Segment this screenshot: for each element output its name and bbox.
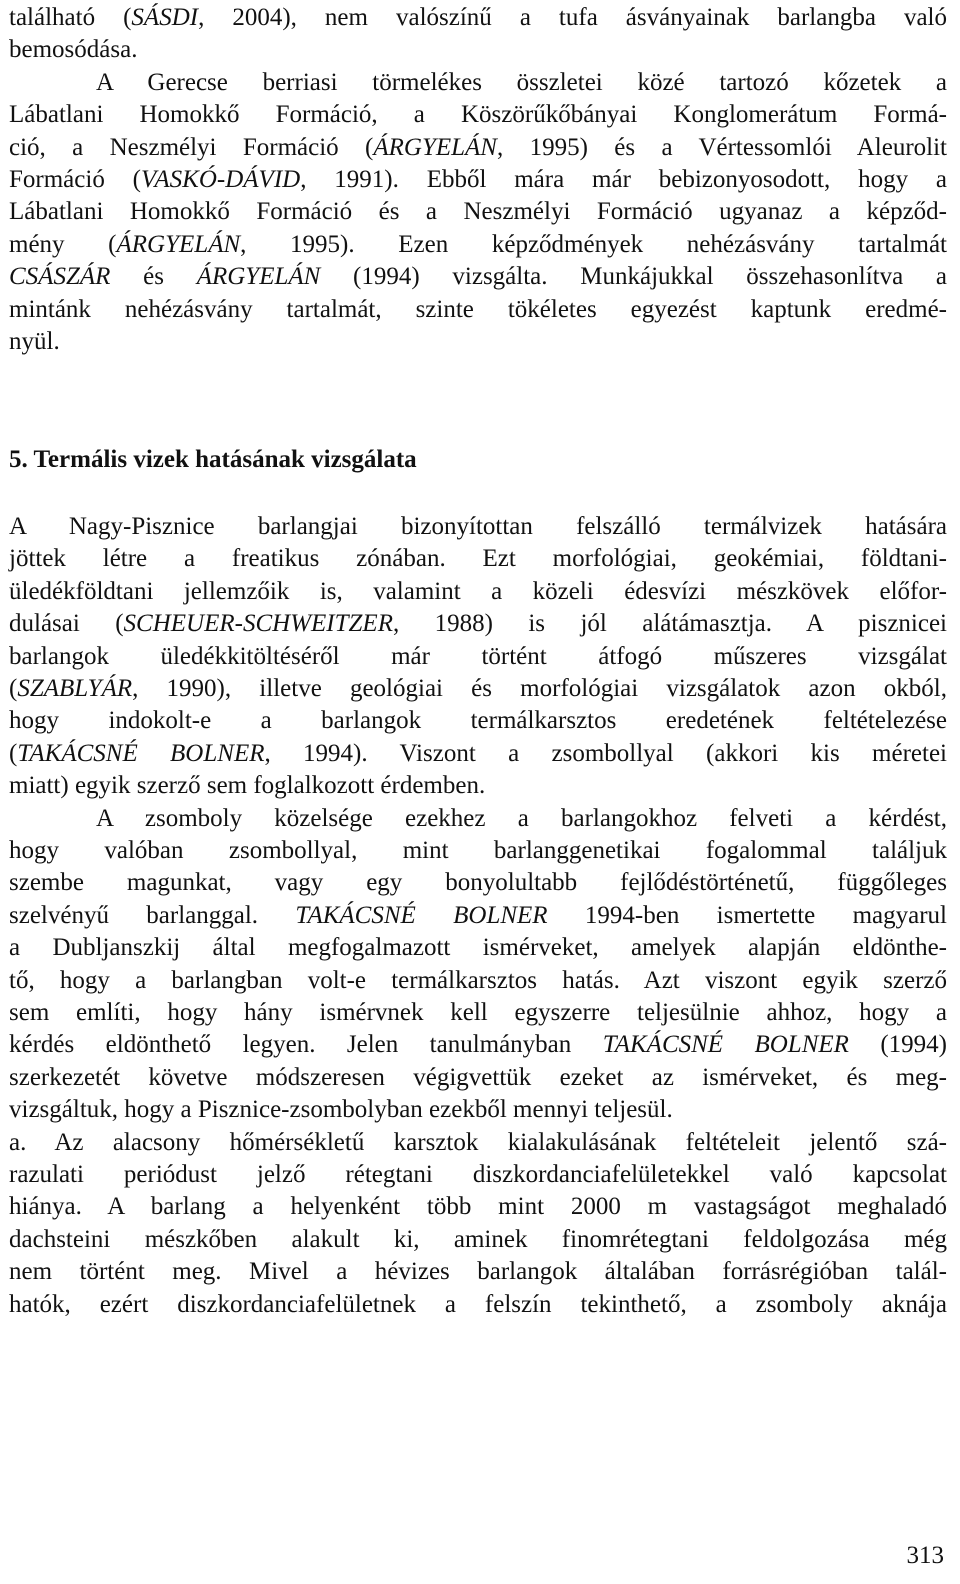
text-line	[9, 1256, 947, 1288]
text-run: Lábatlani Homokkő Formáció és a Neszmélyi Formáció ugyanaz a képződ-	[9, 198, 947, 226]
citation-author: CSÁSZÁR	[9, 263, 111, 291]
text-run: mintánk nehézásvány tartalmát, szinte tökéletes egyezést kaptunk eredmé-	[9, 295, 947, 323]
text-line	[9, 738, 947, 770]
text-run: miatt) egyik szerző sem foglalkozott érdemben.	[9, 772, 486, 800]
text-run: , 1995). Ezen képződmények nehézásvány tartalmát	[240, 230, 948, 258]
citation-author: TAKÁCSNÉ BOLNER	[17, 739, 265, 767]
text-line	[9, 34, 947, 66]
text-run: a. Az alacsony hőmérsékletű karsztok kialakulásának feltételeit jelentő szá-	[9, 1128, 947, 1156]
text-run: bemosódása.	[9, 36, 138, 64]
text-run: található (	[9, 4, 132, 31]
text-run: sem említi, hogy hány ismérvnek kell egyszerre teljesülnie ahhoz, hogy a	[9, 999, 947, 1026]
text-line	[9, 2, 947, 34]
text-line	[9, 261, 947, 293]
text-run: (	[9, 675, 18, 702]
text-run: razulati periódust jelző rétegtani diszkordanciafelületekkel való kapcsolat	[9, 1161, 947, 1188]
text-run: Lábatlani Homokkő Formáció, a Köszörűkőbányai Konglomerátum Formá-	[9, 101, 947, 129]
text-line	[96, 67, 947, 99]
text-line	[9, 1289, 947, 1321]
text-run: hiánya. A barlang a helyenként több mint 2000 m vastagságot meghaladó	[9, 1193, 947, 1221]
text-run: hatók, ezért diszkordanciafelületnek a felszín tekinthető, a zsomboly aknája	[9, 1290, 947, 1318]
text-line	[9, 835, 947, 867]
text-run: ció, a Neszmélyi Formáció (	[9, 133, 374, 161]
text-line	[9, 770, 947, 802]
text-run: jöttek létre a freatikus zónában. Ezt morfológiai, geokémiai, földtani-	[9, 545, 947, 573]
citation-author: SÁSDI	[131, 4, 199, 31]
text-line	[9, 867, 947, 899]
text-run: , 1988) is jól alátámasztja. A pisznicei	[392, 610, 947, 638]
citation-author: ÁRGYELÁN	[116, 230, 241, 258]
text-run: vizsgáltuk, hogy a Pisznice-zsombolyban ezekből mennyi teljesül.	[9, 1096, 673, 1124]
text-run: A zsomboly közelsége ezekhez a barlangokhoz felveti a kérdést,	[96, 804, 947, 832]
citation-author: ÁRGYELÁN	[373, 133, 497, 161]
text-run: szelvényű barlanggal.	[9, 901, 296, 929]
text-line	[9, 965, 947, 997]
citation-author: TAKÁCSNÉ BOLNER	[295, 901, 548, 929]
text-run: , 1991). Ebből mára már bebizonyosodott, hogy a	[300, 166, 948, 193]
text-run: hogy indokolt-e a barlangok termálkarsztos eredetének feltételezése	[9, 707, 947, 735]
text-run: (1994) vizsgálta. Munkájukkal összehasonlítva a	[320, 263, 948, 291]
text-line	[9, 294, 947, 326]
text-run: és	[110, 263, 197, 291]
text-run: a Dubljanszkij által megfogalmazott ismérveket, amelyek alapján eldönthe-	[9, 934, 947, 962]
text-run: Formáció (	[9, 166, 141, 193]
text-line	[9, 608, 947, 640]
text-run: hogy valóban zsombollyal, mint barlanggenetikai fogalommal találjuk	[9, 837, 947, 864]
text-run: A Gerecse berriasi törmelékes összletei közé tartozó kőzetek a	[96, 68, 947, 96]
citation-author: ÁRGYELÁN	[196, 263, 321, 291]
text-run: üledékföldtani jellemzőik is, valamint a közeli édesvízi mészkövek előfor-	[9, 577, 947, 605]
text-run: kérdés eldönthető legyen. Jelen tanulmányban	[9, 1031, 603, 1059]
section-heading: 5. Termális vizek hatásának vizsgálata	[9, 446, 417, 473]
text-line	[9, 1029, 947, 1061]
text-run: dachsteini mészkőben alakult ki, aminek finomrétegtani feldolgozása még	[9, 1225, 947, 1253]
text-line	[9, 164, 947, 196]
text-line	[9, 132, 947, 164]
text-line	[9, 1224, 947, 1256]
text-line	[9, 705, 947, 737]
page-number: 313	[906, 1542, 944, 1569]
text-line	[9, 1094, 947, 1126]
citation-author: SZABLYÁR	[17, 675, 133, 702]
text-line	[9, 326, 947, 358]
text-line	[9, 900, 947, 932]
text-run: szembe magunkat, vagy egy bonyolultabb fejlődéstörténetű, függőleges	[9, 869, 947, 897]
text-line	[96, 803, 947, 835]
text-line	[9, 229, 947, 261]
text-run: nyül.	[9, 328, 60, 355]
text-line	[9, 1062, 947, 1094]
text-line	[9, 1159, 947, 1191]
text-line	[9, 543, 947, 575]
text-run: , 1995) és a Vértessomlói Aleurolit	[496, 133, 947, 161]
text-line	[9, 1191, 947, 1223]
text-run: , 2004), nem valószínű a tufa ásványainak barlangba való	[198, 4, 947, 31]
text-run: (1994)	[848, 1031, 947, 1059]
citation-author: VASKÓ-DÁVID	[140, 166, 301, 193]
text-line	[9, 641, 947, 673]
text-run: nem történt meg. Mivel a hévizes barlangok általában forrásrégióban talál-	[9, 1258, 947, 1286]
text-line	[9, 673, 947, 705]
text-run: szerkezetét követve módszeresen végigvettük ezeket az ismérveket, és meg-	[9, 1063, 947, 1091]
text-line	[9, 196, 947, 228]
text-line	[9, 997, 947, 1029]
text-line	[9, 932, 947, 964]
text-run: dulásai (	[9, 610, 124, 638]
text-run: 1994-ben ismertette magyarul	[547, 901, 947, 929]
text-line	[9, 99, 947, 131]
text-run: mény (	[9, 230, 117, 258]
citation-author: SCHEUER-SCHWEITZER	[123, 610, 393, 638]
text-line	[9, 576, 947, 608]
text-run: (	[9, 739, 18, 767]
text-run: A Nagy-Pisznice barlangjai bizonyítottan felszálló termálvizek hatására	[9, 513, 947, 540]
text-run: tő, hogy a barlangban volt-e termálkarsztos hatás. Azt viszont egyik szerző	[9, 966, 947, 994]
text-line	[9, 1127, 947, 1159]
text-run: , 1990), illetve geológiai és morfológiai vizsgálatok azon okból,	[132, 675, 947, 702]
text-run: barlangok üledékkitöltéséről már történt átfogó műszeres vizsgálat	[9, 642, 947, 670]
text-run: , 1994). Viszont a zsombollyal (akkori kis méretei	[264, 739, 947, 767]
citation-author: TAKÁCSNÉ BOLNER	[602, 1031, 849, 1059]
text-line	[9, 511, 947, 543]
